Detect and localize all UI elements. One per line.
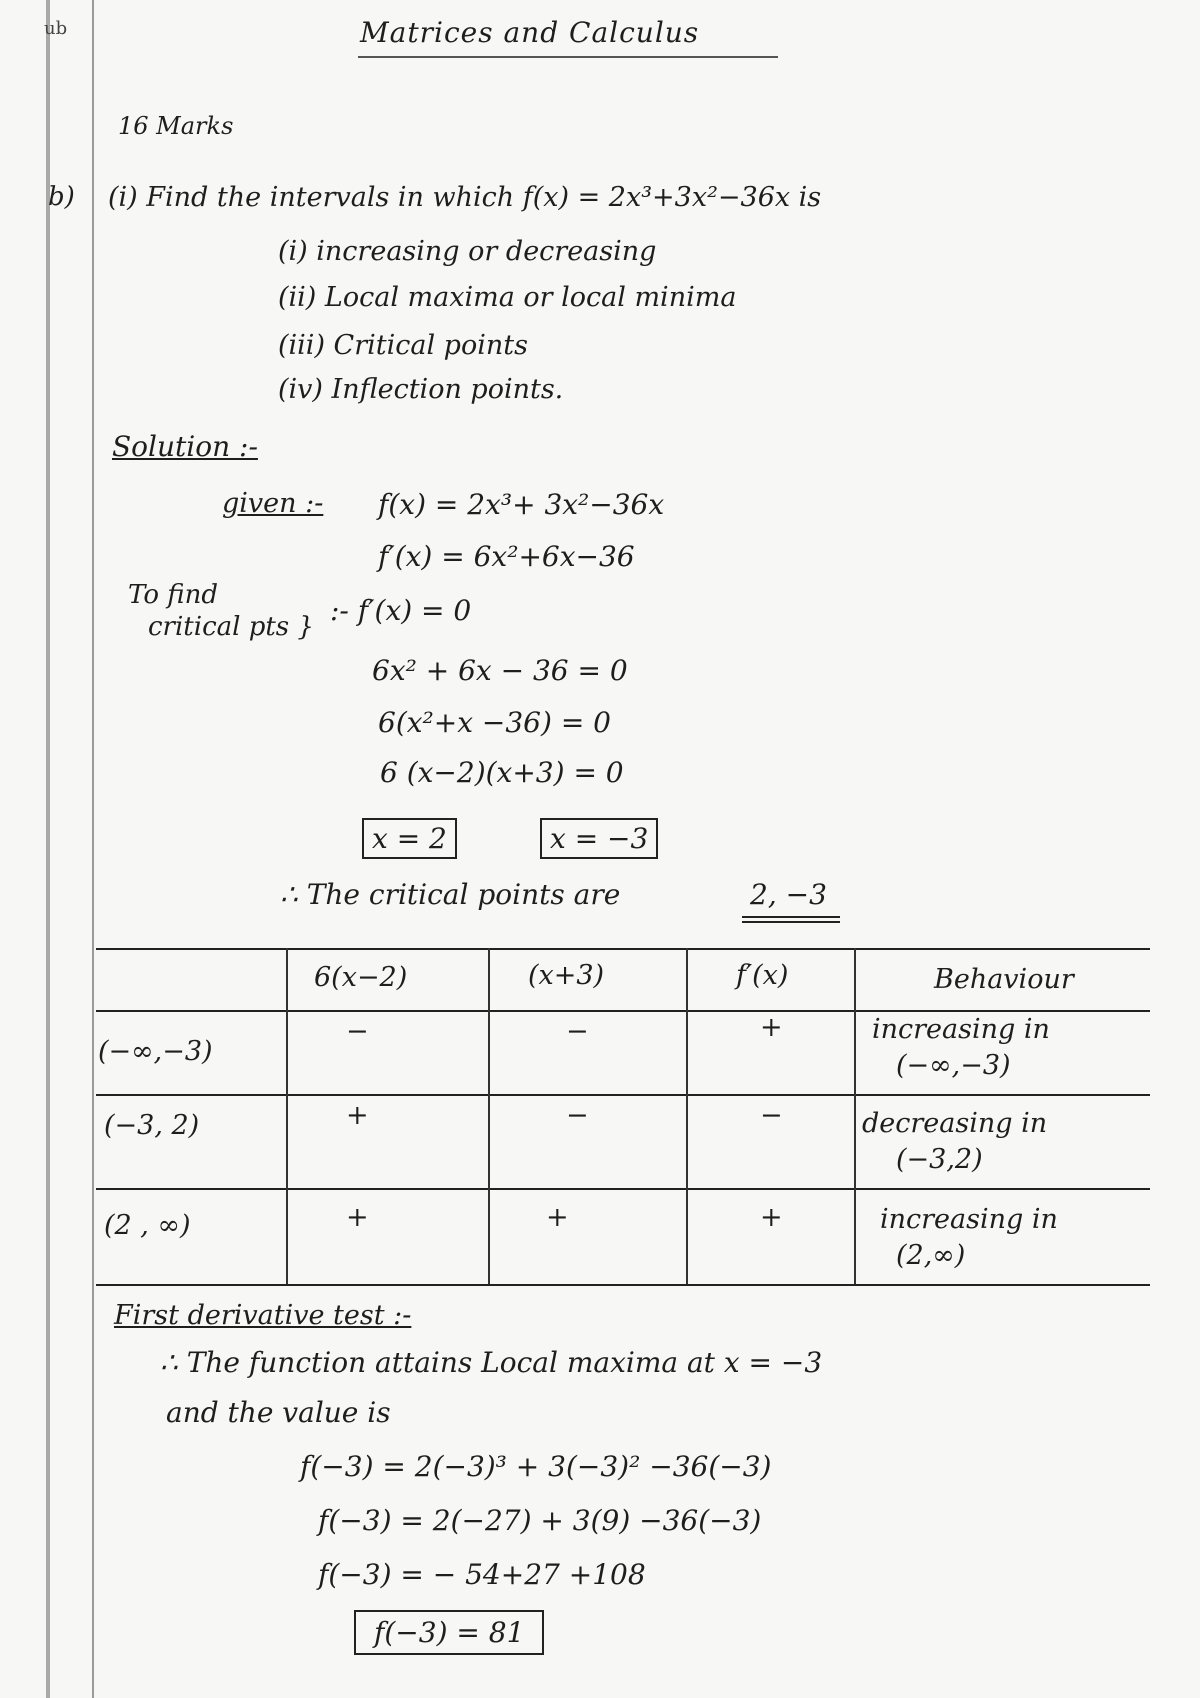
table-behaviour-interval: (−∞,−3) [896,1050,1011,1081]
table-cell: + [346,1202,369,1233]
table-header-cell: 6(x−2) [314,962,408,993]
table-behaviour: decreasing in [862,1108,1048,1139]
table-behaviour-interval: (−3,2) [896,1144,983,1175]
table-cell: − [566,1100,589,1131]
result-box: f(−3) = 81 [354,1610,544,1655]
marks-label: 16 Marks [118,112,234,140]
table-header-cell: (x+3) [528,960,605,991]
first-derivative-heading: First derivative test :- [114,1300,412,1331]
step-3: 6 (x−2)(x+3) = 0 [380,756,624,789]
root-box-1: x = 2 [362,818,457,859]
table-col-rule-1 [286,948,288,1284]
page-title: Matrices and Calculus [360,16,700,49]
table-rule-row2 [96,1188,1150,1190]
table-cell: − [760,1100,783,1131]
table-col-rule-3 [686,948,688,1284]
question-number: b) [48,182,75,212]
question-text: (i) Find the intervals in which f(x) = 2x³+3x²−36x is [108,182,822,213]
table-cell: + [546,1202,569,1233]
critical-values: 2, −3 [750,878,827,911]
margin-line [92,0,94,1698]
given-function: f(x) = 2x³+ 3x²−36x [378,488,665,521]
derivative-eq: f′(x) = 6x²+6x−36 [378,540,635,573]
table-behaviour: increasing in [872,1014,1050,1045]
table-cell: + [346,1100,369,1131]
table-header-cell: Behaviour [934,964,1074,995]
calc-line-1: f(−3) = 2(−3)³ + 3(−3)² −36(−3) [300,1450,772,1483]
sign-table [96,948,1156,1298]
corner-tag: ub [44,18,68,39]
calc-line-3: f(−3) = − 54+27 +108 [318,1558,646,1591]
step-2: 6(x²+x −36) = 0 [378,706,611,739]
table-col-rule-2 [488,948,490,1284]
table-cell: + [760,1012,783,1043]
table-rule-header [96,1010,1150,1012]
table-cell: + [760,1202,783,1233]
critical-values-underline-2 [742,921,840,923]
table-rule-bottom [96,1284,1150,1286]
table-behaviour-interval: (2,∞) [896,1240,966,1271]
table-rule-top [96,948,1150,950]
question-part-3: (iii) Critical points [278,330,528,361]
critical-values-underline [742,916,840,918]
page-binding-edge [46,0,50,1698]
given-label: given :- [222,488,324,519]
title-underline [358,56,778,58]
calc-line-2: f(−3) = 2(−27) + 3(9) −36(−3) [318,1504,762,1537]
table-cell: − [566,1016,589,1047]
conclusion-line-2: and the value is [166,1396,391,1429]
critical-points-text: ∴ The critical points are [280,878,621,911]
root-box-2: x = −3 [540,818,658,859]
table-behaviour: increasing in [880,1204,1058,1235]
critical-pts-label: critical pts } [148,612,314,642]
table-col-rule-4 [854,948,856,1284]
table-cell: − [346,1016,369,1047]
conclusion-line-1: ∴ The function attains Local maxima at x = −3 [160,1346,823,1379]
to-find-label: To find [128,580,218,610]
step-1: 6x² + 6x − 36 = 0 [372,654,628,687]
question-part-4: (iv) Inflection points. [278,374,564,405]
table-header-cell: f′(x) [736,960,789,991]
table-row-interval: (−∞,−3) [98,1036,213,1067]
question-part-2: (ii) Local maxima or local minima [278,282,737,313]
solution-heading: Solution :- [112,430,258,463]
table-rule-row1 [96,1094,1150,1096]
question-part-1: (i) increasing or decreasing [278,236,657,267]
table-row-interval: (−3, 2) [104,1110,200,1141]
set-zero-eq: :- f′(x) = 0 [330,594,472,627]
table-row-interval: (2 , ∞) [104,1210,191,1241]
